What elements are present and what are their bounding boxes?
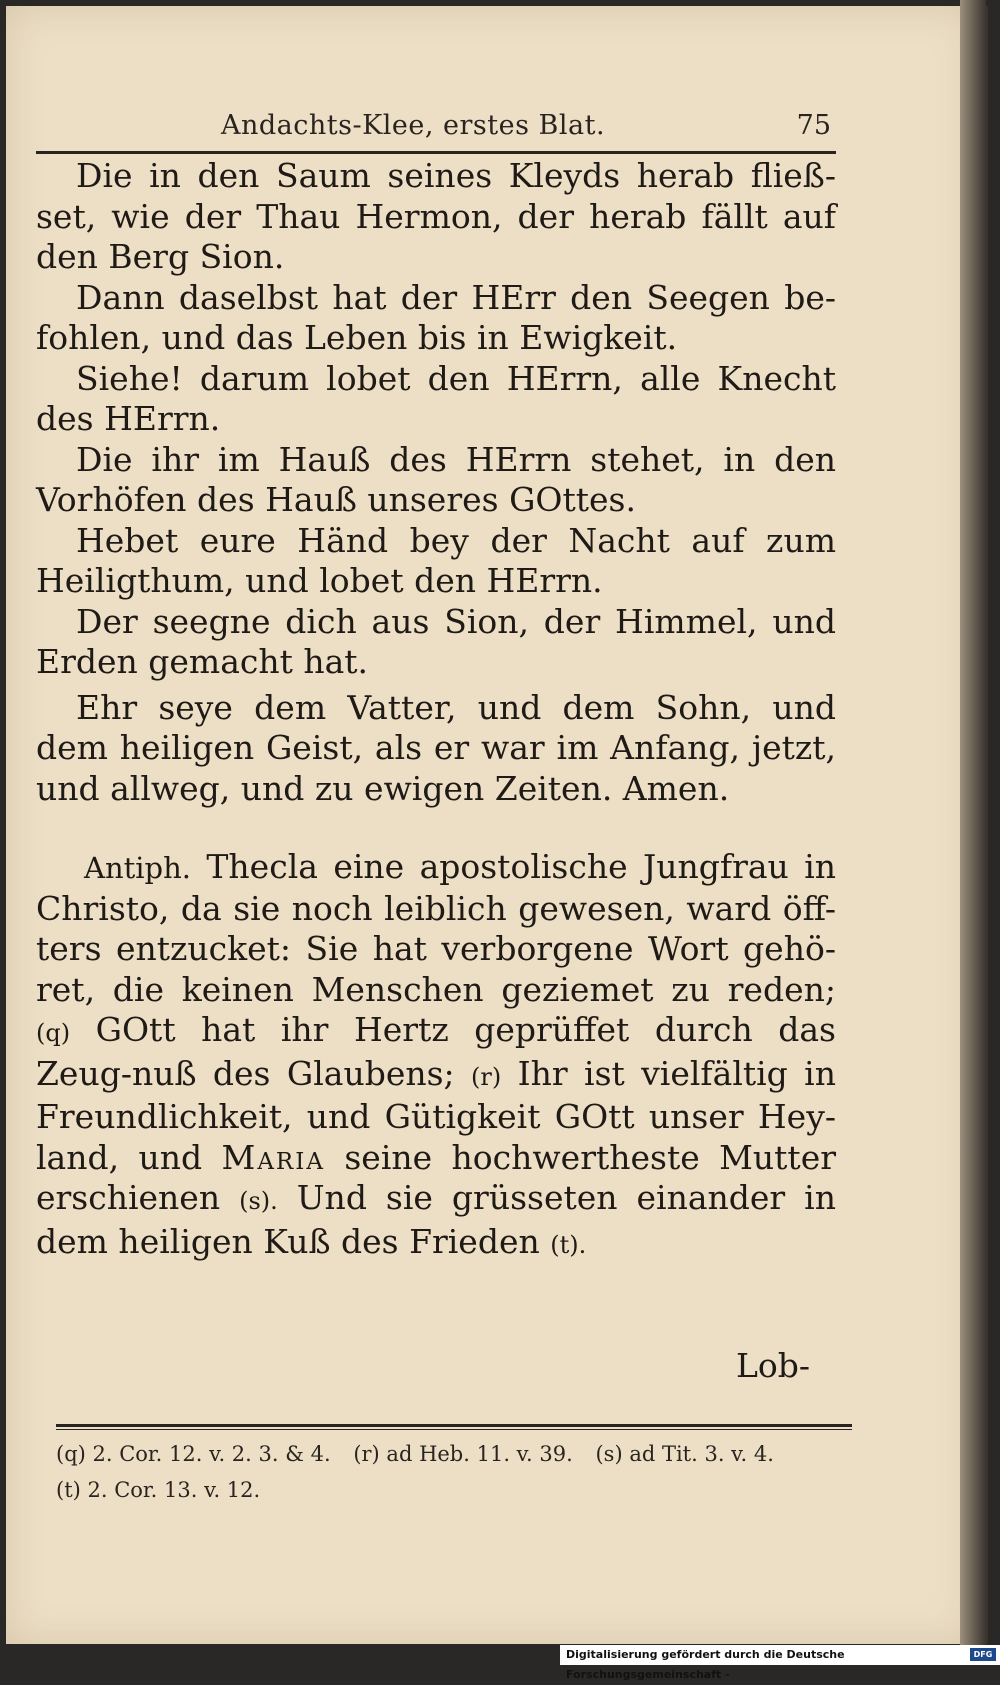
header-rule <box>36 151 836 154</box>
antiphon <box>36 847 836 1265</box>
page-number: 75 <box>796 110 831 141</box>
dfg-logo: DFG <box>970 1648 996 1661</box>
gloria-patri: Ehr seye dem Vatter, und dem Sohn, und dem heiligen Geist, als er war im Anfang, jetzt, und allweg, und zu ewigen Zeiten. Amen. <box>36 687 836 808</box>
verse: Der seegne dich aus Sion, der Himmel, und Erden gemacht hat. <box>36 601 836 681</box>
footnote-ref-r: (r) <box>471 1062 502 1091</box>
footnote-s: (s) ad Tit. 3. v. 4. <box>595 1442 774 1466</box>
footnote-rule <box>56 1424 852 1427</box>
footnote-rule-thin <box>56 1429 852 1430</box>
verse: Dann daselbst hat der HErr den Seegen be-fohlen, und das Leben bis in Ewigkeit. <box>36 277 836 357</box>
main-text <box>36 156 836 1265</box>
footnotes <box>56 1436 856 1508</box>
running-title: Andachts-Klee, erstes Blat. <box>221 110 606 141</box>
verse: Hebet eure Händ bey der Nacht auf zum Heiligthum, und lobet den HErrn. <box>36 520 836 600</box>
book-edge <box>960 0 986 1650</box>
footnote-t: (t) 2. Cor. 13. v. 12. <box>56 1478 261 1502</box>
footnote-ref-t: (t). <box>550 1230 587 1259</box>
verse: Die in den Saum seines Kleyds herab fließ-set, wie der Thau Hermon, der herab fällt auf den Berg Sion. <box>36 156 836 276</box>
footnote-q: (q) 2. Cor. 12. v. 2. 3. & 4. <box>56 1442 331 1466</box>
catchword: Lob- <box>736 1346 811 1385</box>
footnote-ref-q: (q) <box>36 1019 71 1047</box>
verse: Die ihr im Hauß des HErrn stehet, in den Vorhöfen des Hauß unseres GOttes. <box>36 439 836 519</box>
footnote-ref-s: (s). <box>239 1187 278 1215</box>
dfg-credit-text: Digitalisierung gefördert durch die Deutsche Forschungsgemeinschaft - <box>566 1648 845 1681</box>
dfg-credit-bar <box>560 1645 1000 1681</box>
book-page <box>6 6 988 1644</box>
antiphon-text: Thecla eine apostolische Jungfrau in Christo, da sie noch leiblich gewesen, ward öff-ters entzucket: Sie hat verborgene Wort gehö-ret, die keinen Menschen geziemet zu reden; <box>36 847 836 1009</box>
footnote-r: (r) ad Heb. 11. v. 39. <box>353 1442 573 1466</box>
antiphon-label: Antiph. <box>84 851 192 885</box>
verse: Siehe! darum lobet den HErrn, alle Knecht des HErrn. <box>36 358 836 438</box>
antiphon-text: GOtt hat ihr Hertz geprüffet durch das Zeug-nuß des Glaubens; <box>36 1010 836 1093</box>
page-header <box>221 110 831 144</box>
name-maria: Maria <box>221 1137 325 1177</box>
antiphon-text: Ihr ist vielfältig in Freundlichkeit, und Gütigkeit GOtt unser Hey-land, und <box>36 1053 836 1177</box>
antiphon-text: Und sie grüsseten einander in dem heiligen Kuß des Frieden <box>36 1178 836 1261</box>
antiphon-text: seine hochwertheste Mutter erschienen <box>36 1137 836 1217</box>
